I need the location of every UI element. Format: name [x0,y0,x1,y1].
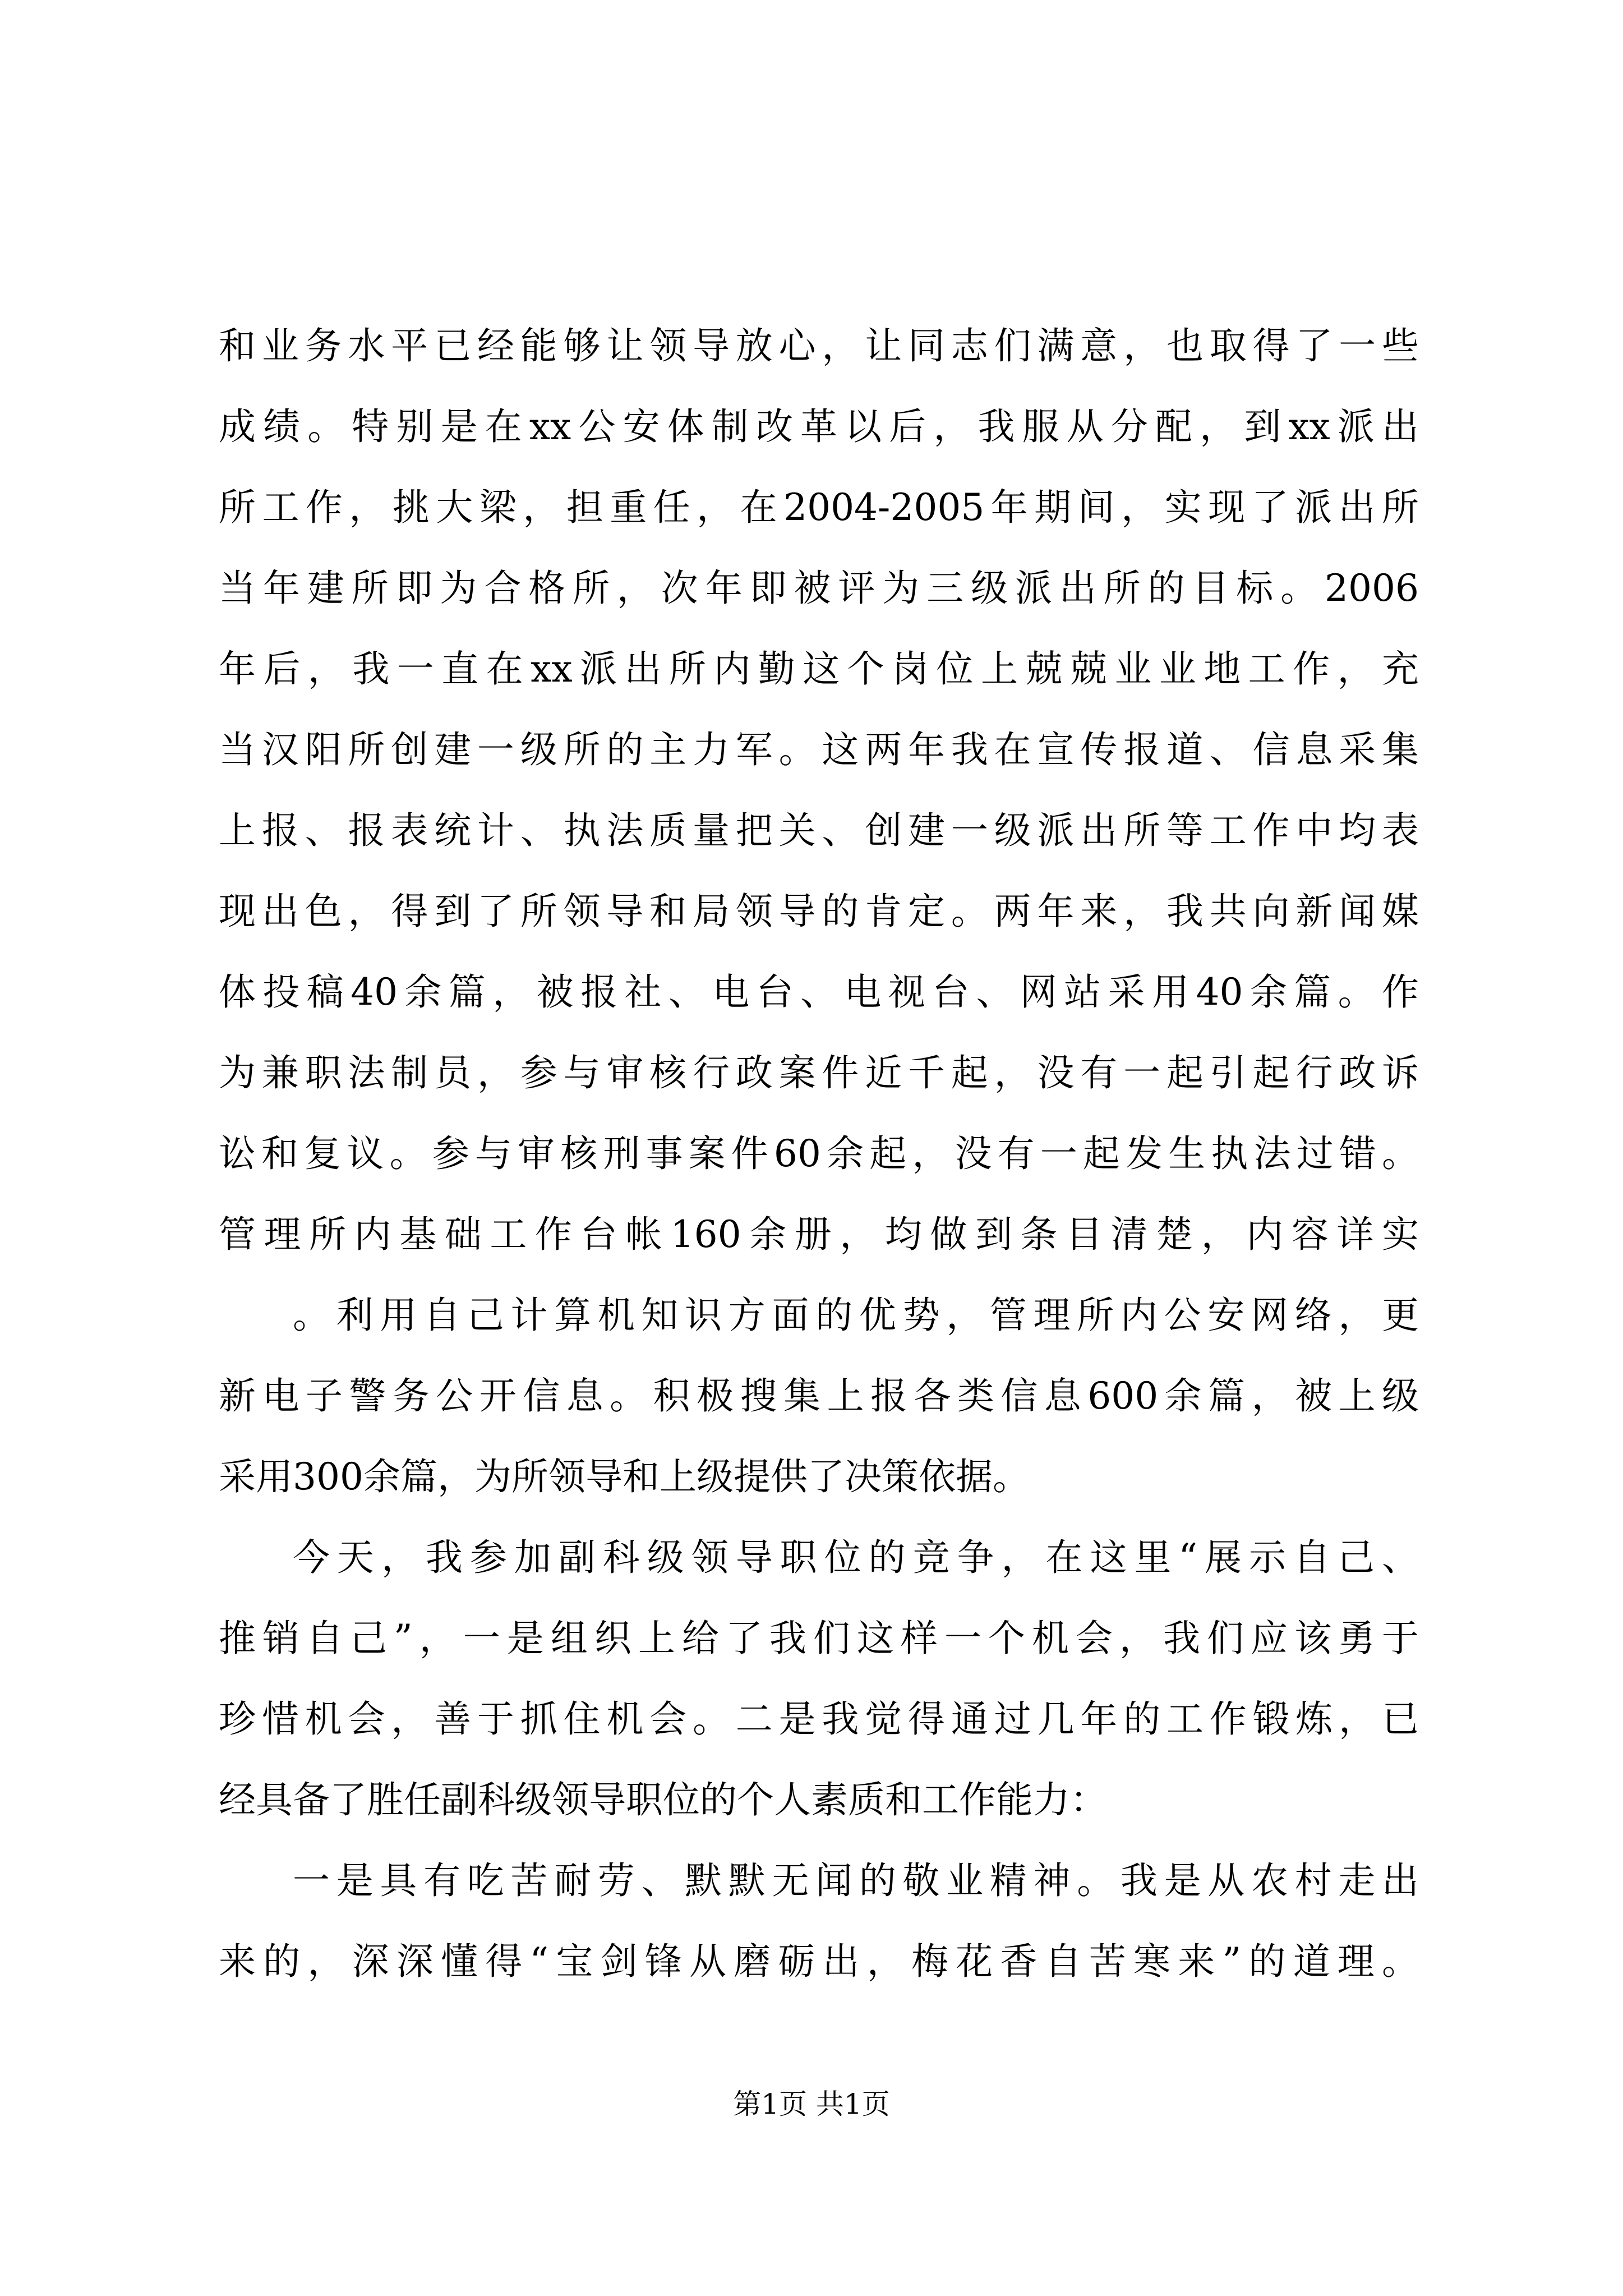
text-line: 推销自己”，一是组织上给了我们这样一个机会，我们应该勇于 [219,1617,1419,1660]
text-line: 来的，深深懂得“宝剑锋从磨砺出，梅花香自苦寒来”的道理。 [219,1940,1419,1983]
text-line: 珍惜机会，善于抓住机会。二是我觉得通过几年的工作锻炼，已 [219,1697,1419,1741]
page-number-label: 第1页 共1页 [733,2088,890,2120]
text-line: 年后，我一直在xx派出所内勤这个岗位上兢兢业业地工作，充 [219,647,1419,691]
text-line: 当年建所即为合格所，次年即被评为三级派出所的目标。2006 [219,567,1419,610]
page-footer [0,2085,1623,2124]
text-line: 讼和复议。参与审核刑事案件60余起，没有一起发生执法过错。 [219,1132,1419,1175]
text-line: 当汉阳所创建一级所的主力军。这两年我在宣传报道、信息采集 [219,728,1419,771]
text-line: 经具备了胜任副科级领导职位的个人素质和工作能力： [219,1778,1107,1821]
text-line: 和业务水平已经能够让领导放心，让同志们满意，也取得了一些 [219,324,1419,367]
text-line: 上报、报表统计、执法质量把关、创建一级派出所等工作中均表 [219,809,1419,852]
text-line: 一是具有吃苦耐劳、默默无闻的敬业精神。我是从农村走出 [293,1859,1419,1902]
text-line: 管理所内基础工作台帐160余册，均做到条目清楚，内容详实 [219,1213,1419,1256]
text-line: 新电子警务公开信息。积极搜集上报各类信息600余篇，被上级 [219,1374,1419,1418]
text-line: 采用300余篇，为所领导和上级提供了决策依据。 [219,1455,1030,1498]
text-line: 成绩。特别是在xx公安体制改革以后，我服从分配，到xx派出 [219,405,1419,448]
text-line: 今天，我参加副科级领导职位的竞争，在这里“展示自己、 [293,1536,1419,1579]
text-line: 。利用自己计算机知识方面的优势，管理所内公安网络，更 [293,1294,1419,1337]
text-line: 所工作，挑大梁，担重任，在2004-2005年期间，实现了派出所 [219,486,1419,529]
text-line: 为兼职法制员，参与审核行政案件近千起，没有一起引起行政诉 [219,1051,1419,1094]
document-body [219,306,1419,2002]
text-line: 体投稿40余篇，被报社、电台、电视台、网站采用40余篇。作 [219,970,1419,1014]
text-line: 现出色，得到了所领导和局领导的肯定。两年来，我共向新闻媒 [219,890,1419,933]
